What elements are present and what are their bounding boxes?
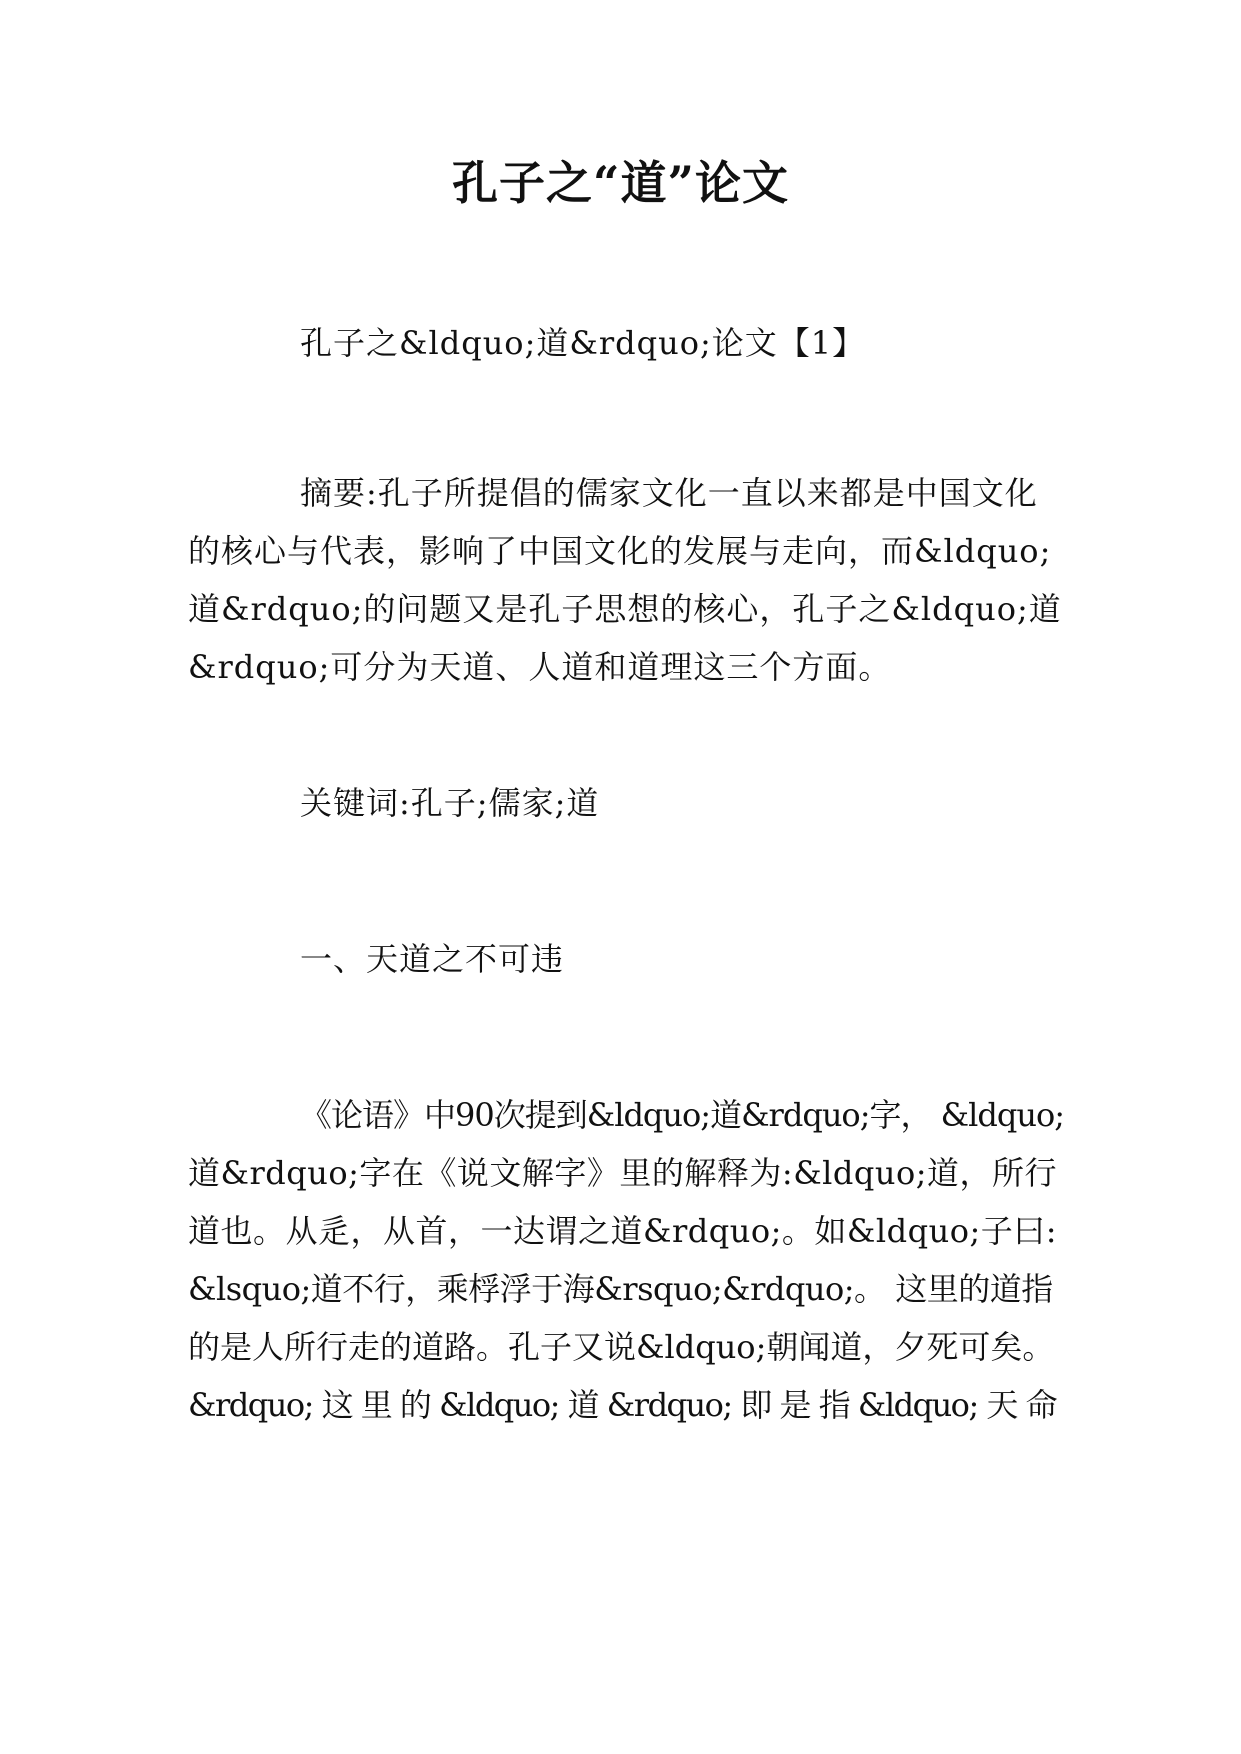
abstract-line: 的核心与代表，影响了中国文化的发展与走向，而&ldquo;: [188, 532, 1052, 570]
body-line: 的是人所行走的道路。孔子又说&ldquo;朝闻道，夕死可矣。: [188, 1328, 1055, 1366]
section-heading-block: [188, 930, 1068, 988]
abstract-line: &rdquo;可分为天道、人道和道理这三个方面。: [188, 648, 892, 686]
subtitle-block: [188, 314, 1068, 372]
body-line: &rdquo; 这 里 的 &ldquo; 道 &rdquo; 即 是 指 &ldquo; 天 命: [188, 1386, 1057, 1424]
abstract-line: 道&rdquo;的问题又是孔子思想的核心，孔子之&ldquo;道: [188, 590, 1062, 628]
page-title: 孔子之“道”论文: [452, 156, 789, 210]
subtitle: 孔子之&ldquo;道&rdquo;论文【1】: [300, 324, 866, 362]
keywords-block: [188, 774, 1068, 832]
section-heading: 一、天道之不可违: [300, 940, 565, 978]
abstract-line: 摘要:孔子所提倡的儒家文化一直以来都是中国文化: [300, 474, 1038, 512]
body-line: 《论语》中90次提到&ldquo;道&rdquo;字， &ldquo;: [300, 1096, 1064, 1134]
body-line: &lsquo;道不行，乘桴浮于海&rsquo;&rdquo;。 这里的道指: [188, 1270, 1053, 1308]
body-paragraph: [188, 1086, 1068, 1434]
keywords: 关键词:孔子;儒家;道: [300, 784, 600, 822]
body-line: 道&rdquo;字在《说文解字》里的解释为:&ldquo;道，所行: [188, 1154, 1058, 1192]
abstract-paragraph: [188, 464, 1068, 696]
body-line: 道也。从辵，从首，一达谓之道&rdquo;。如&ldquo;子曰:: [188, 1212, 1058, 1250]
